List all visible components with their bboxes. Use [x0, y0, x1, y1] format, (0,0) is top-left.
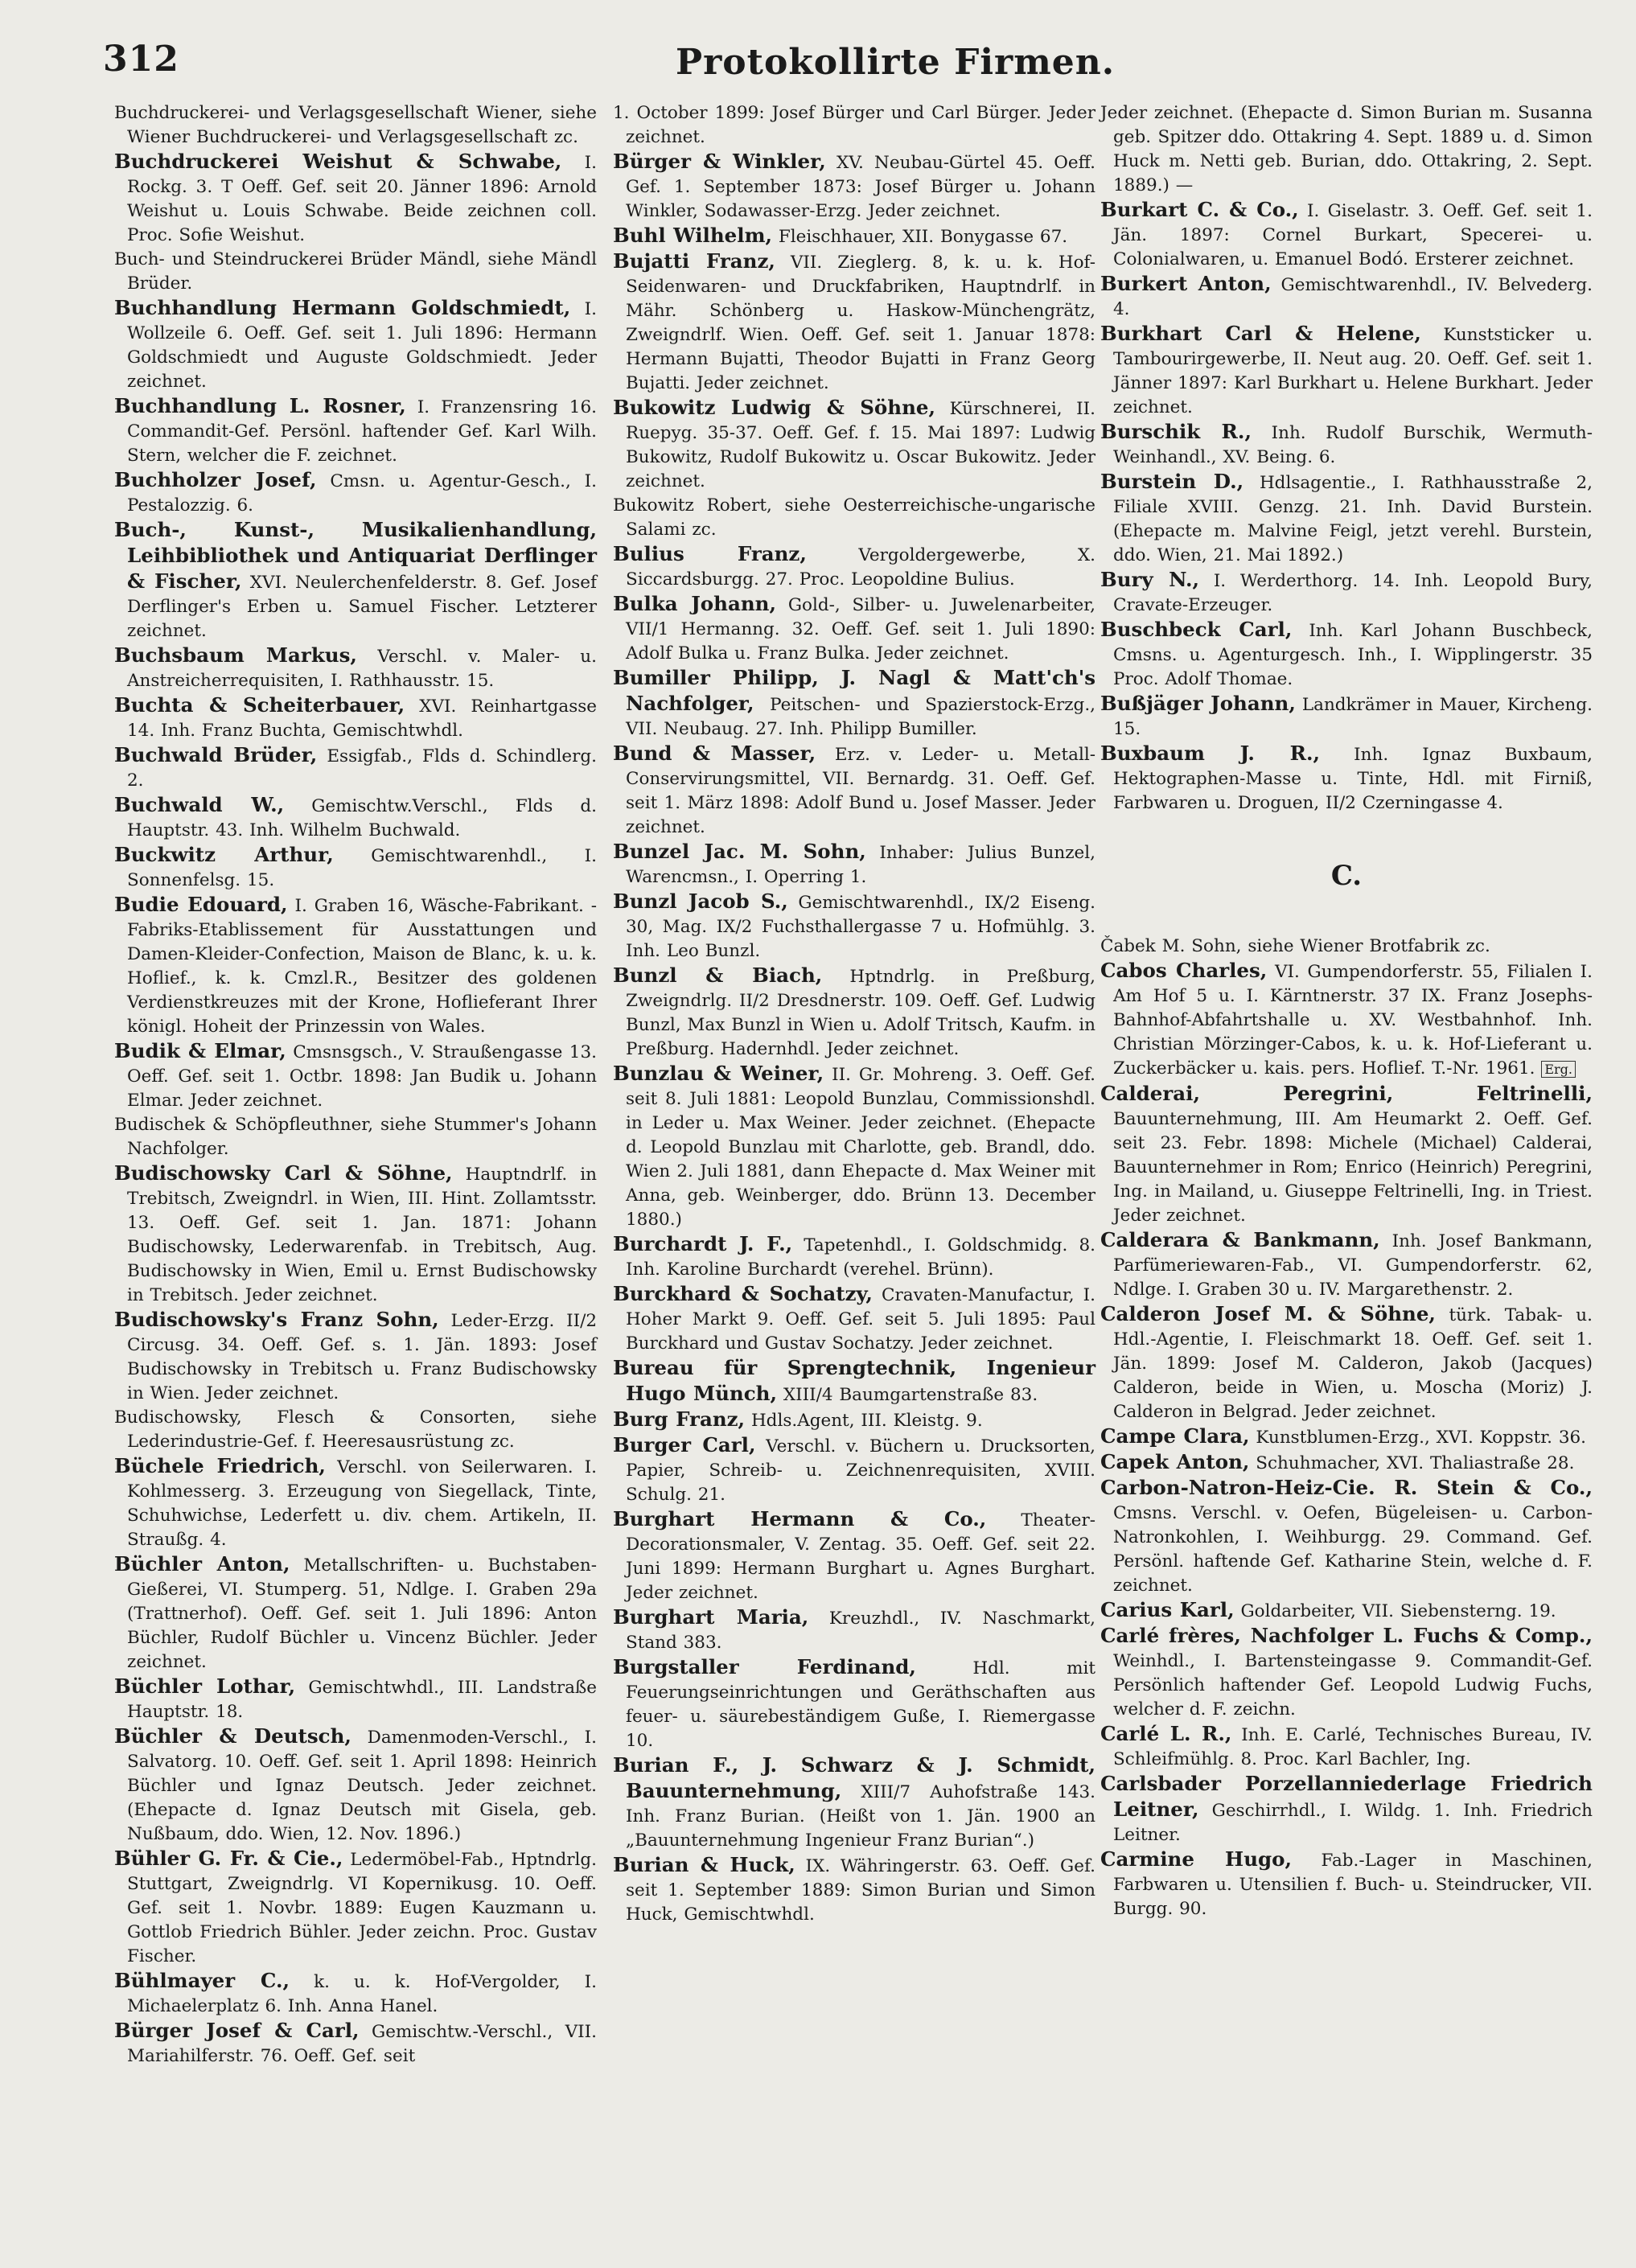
firm-name: Burschik R., [1100, 420, 1252, 443]
directory-entry [114, 1308, 597, 1406]
entry-text: Gemischtw.Verschl., Flds d. Hauptstr. 43. Inh. Wilhelm Buchwald. [127, 796, 597, 840]
page-title: Protokollirte Firmen. [676, 42, 1116, 83]
firm-name: Bürger & Winkler, [613, 150, 826, 173]
firm-name: Buchta & Scheiterbauer, [114, 693, 405, 717]
entry-text: XVI. Reinhartgasse 14. Inh. Franz Buchta, Gemischtwhdl. [127, 696, 597, 741]
section-letter: C. [1330, 860, 1363, 892]
entry-text: Metallschriften- u. Buchstaben-Gießerei, VI. Stumperg. 51, Ndlge. I. Graben 29a (Trattnerhof). Oeff. Gef. seit 1. Juli 1896: Anton Büchler, Rudolf Büchler u. Vincenz Büchler. Jeder zeichnet. [127, 1555, 597, 1672]
entry-text: Buch- und Steindruckerei Brüder Mändl, siehe Mändl Brüder. [114, 249, 597, 294]
entry-text: Hptndrlg. in Preßburg, Zweigndrlg. II/2 Dresdnerstr. 109. Oeff. Gef. Ludwig Bunzl, Max Bunzl in Wien u. Adolf Tritsch, Kaufm. in Preßburg. Hadernhdl. Jeder zeichnet. [626, 967, 1095, 1059]
directory-entry [114, 1552, 597, 1674]
directory-entry [1100, 1450, 1593, 1476]
entry-text: Inhaber: Julius Bunzel, Warencmsn., I. Operring 1. [626, 843, 1095, 887]
entry-text: Kunststicker u. Tambourirgewerbe, II. Neut aug. 20. Oeff. Gef. seit 1. Jänner 1897: Karl Burkhart u. Helene Burkhart. Jeder zeichnet. [1113, 325, 1593, 417]
entry-text: Damenmoden-Verschl., I. Salvatorg. 10. Oeff. Gef. seit 1. April 1898: Heinrich Büchler und Ignaz Deutsch. Jeder zeichnet. (Ehepacte d. Ignaz Deutsch mit Gisela, geb. Nußbaum, ddo. Wien, 12. Nov. 1896.) [127, 1728, 597, 1844]
entry-text: Gold-, Silber- u. Juwelenarbeiter, VII/1 Hermanng. 32. Oeff. Gef. seit 1. Juli 1890: Adolf Bulka u. Franz Bulka. Jeder zeichnet. [626, 595, 1095, 664]
entry-text: Peitschen- und Spazierstock-Erzg., VII. Neubaug. 27. Inh. Philipp Bumiller. [626, 695, 1095, 739]
directory-entry [1100, 1772, 1593, 1847]
firm-name: Bürger Josef & Carl, [114, 2019, 360, 2042]
entry-text: Verschl. von Seilerwaren. I. Kohlmesserg. 3. Erzeugung von Siegellack, Tinte, Schuhwichse, Lederfett u. div. chem. Artikeln, II. Straußg. 4. [127, 1457, 597, 1550]
entry-text: Essigfab., Flds d. Schindlerg. 2. [127, 746, 597, 791]
directory-entry [1100, 618, 1593, 692]
entry-text: Verschl. v. Büchern u. Drucksorten, Papier, Schreib- u. Zeichnenrequisiten, XVIII. Schulg. 21. [626, 1436, 1095, 1505]
directory-entry [114, 2019, 597, 2069]
directory-entry [114, 1113, 597, 1161]
entry-text: XIII/4 Baumgartenstraße 83. [783, 1385, 1038, 1405]
directory-entry [613, 592, 1095, 666]
firm-name: Buckwitz Arthur, [114, 843, 334, 866]
directory-entry [1100, 1847, 1593, 1921]
directory-entry [1100, 742, 1593, 816]
directory-entry [1100, 198, 1593, 272]
directory-entry [114, 1674, 597, 1724]
firm-name: Bujatti Franz, [613, 249, 775, 273]
column-3 [1100, 101, 1593, 1921]
directory-entry [1100, 1424, 1593, 1450]
entry-text: türk. Tabak- u. Hdl.-Agentie, I. Fleischmarkt 18. Oeff. Gef. seit 1. Jän. 1899: Josef M. Calderon, Jakob (Jacques) Calderon, beide in Wien, u. Moscha (Moriz) J. Calderon in Belgrad. Jeder zeichnet. [1113, 1305, 1593, 1422]
directory-entry [1100, 568, 1593, 618]
directory-entry [114, 843, 597, 893]
entry-text: Erz. v. Leder- u. Metall-Conservirungsmittel, VII. Bernardg. 31. Oeff. Gef. seit 1. März 1898: Adolf Bund u. Josef Masser. Jeder zeichnet. [626, 745, 1095, 837]
entry-text: Verschl. v. Maler- u. Anstreicherrequisiten, I. Rathhausstr. 15. [127, 647, 597, 691]
directory-entry [114, 468, 597, 518]
directory-entry [114, 1454, 597, 1552]
entry-text: Geschirrhdl., I. Wildg. 1. Inh. Friedrich Leitner. [1113, 1801, 1593, 1845]
entry-text: Hdlsagentie., I. Rathhausstraße 2, Filiale XVIII. Genzg. 21. Inh. David Burstein. (Ehepacte m. Malvine Feigl, jetzt verehl. Burstein, ddo. Wien, 21. Mai 1892.) [1113, 473, 1593, 565]
directory-entry [613, 1433, 1095, 1507]
entry-text: k. u. k. Hof-Vergolder, I. Michaelerplatz 6. Inh. Anna Hanel. [127, 1972, 598, 2016]
directory-entry [114, 518, 597, 643]
directory-entry [613, 1605, 1095, 1655]
firm-name: Büchler Lothar, [114, 1674, 296, 1698]
firm-name: Buschbeck Carl, [1100, 618, 1293, 641]
firm-name: Budischowsky Carl & Söhne, [114, 1161, 453, 1185]
directory-entry [114, 1969, 597, 2019]
directory-entry [1100, 420, 1593, 470]
firm-name: Bühlmayer C., [114, 1969, 290, 1992]
directory-entry [613, 742, 1095, 840]
firm-name: Bury N., [1100, 568, 1200, 591]
entry-text: Inh. E. Carlé, Technisches Bureau, IV. Schleifmühlg. 8. Proc. Karl Bachler, Ing. [1113, 1725, 1593, 1769]
directory-entry [114, 1406, 597, 1454]
directory-entry [613, 1507, 1095, 1605]
firm-name: Burian & Huck, [613, 1853, 795, 1876]
entry-text: Budischek & Schöpfleuthner, siehe Stummer's Johann Nachfolger. [114, 1115, 597, 1159]
firm-name: Burkhart Carl & Helene, [1100, 322, 1421, 345]
directory-entry [1100, 1302, 1593, 1424]
firm-name: Cabos Charles, [1100, 959, 1268, 982]
entry-text: Gemischtw.-Verschl., VII. Mariahilferstr. 76. Oeff. Gef. seit [127, 2022, 597, 2066]
directory-entry [613, 542, 1095, 592]
entry-text: Kunstblumen-Erzg., XVI. Koppstr. 36. [1256, 1428, 1587, 1448]
entry-text: VII. Zieglerg. 8, k. u. k. Hof-Seidenwaren- und Druckfabriken, Hauptndrlf. in Mähr. Schönberg u. Haskow-Münchengrätz, Zweigndrlf. Wien. Oeff. Gef. seit 1. Januar 1878: Hermann Bujatti, Theodor Bujatti in Franz Georg Bujatti. Jeder zeichnet. [626, 253, 1096, 393]
entry-text: I. Werderthorg. 14. Inh. Leopold Bury, Cravate-Erzeuger. [1113, 571, 1593, 615]
entry-text: Inh. Rudolf Burschik, Wermuth-Weinhandl., XV. Being. 6. [1113, 423, 1593, 467]
directory-entry [613, 666, 1095, 742]
entry-text: Jeder zeichnet. (Ehepacte d. Simon Burian m. Susanna geb. Spitzer ddo. Ottakring 4. Sept. 1889 u. d. Simon Huck m. Netti geb. Burian, ddo. Ottakring, 2. Sept. 1889.) — [1100, 103, 1593, 195]
entry-text: Schuhmacher, XVI. Thaliastraße 28. [1256, 1453, 1575, 1473]
entry-text: I. Rockg. 3. T Oeff. Gef. seit 20. Jänner 1896: Arnold Weishut u. Louis Schwabe. Beide zeichnen coll. Proc. Sofie Weishut. [127, 153, 597, 245]
firm-name: Büchler & Deutsch, [114, 1724, 351, 1748]
entry-text: XIII/7 Auhofstraße 143. Inh. Franz Burian. (Heißt von 1. Jän. 1900 an „Bauunternehmung Ingenieur Franz Burian“.) [626, 1782, 1095, 1851]
directory-entry [1100, 959, 1593, 1082]
directory-entry [613, 840, 1095, 890]
directory-entry [1100, 101, 1593, 198]
entry-text: Gemischtwhdl., III. Landstraße Hauptstr. 18. [127, 1678, 598, 1722]
directory-entry [114, 793, 597, 843]
entry-text: Landkrämer in Mauer, Kircheng. 15. [1113, 695, 1593, 739]
entry-text: Bukowitz Robert, siehe Oesterreichische-ungarische Salami zc. [613, 495, 1095, 540]
firm-name: Bund & Masser, [613, 742, 816, 765]
directory-entry [114, 643, 597, 693]
firm-name: Burger Carl, [613, 1433, 756, 1457]
entry-text: Inh. Karl Johann Buschbeck, Cmsns. u. Agenturgesch. Inh., I. Wipplingerstr. 35 Proc. Adolf Thomae. [1113, 621, 1593, 689]
firm-name: Bühler G. Fr. & Cie., [114, 1847, 343, 1870]
entry-text: Kürschnerei, II. Ruepyg. 35-37. Oeff. Gef. f. 15. Mai 1897: Ludwig Bukowitz, Rudolf Bukowitz u. Oscar Bukowitz. Jeder zeichnet. [626, 399, 1095, 491]
column-1 [114, 101, 597, 2069]
firm-name: Bußjäger Johann, [1100, 692, 1296, 715]
directory-entry [1100, 935, 1593, 959]
firm-name: Budischowsky's Franz Sohn, [114, 1308, 439, 1331]
firm-name: Calderai, Peregrini, Feltrinelli, [1100, 1082, 1593, 1105]
directory-entry [114, 693, 597, 743]
entry-text: IX. Währingerstr. 63. Oeff. Gef. seit 1. September 1889: Simon Burian und Simon Huck, Gemischtwhdl. [626, 1856, 1095, 1925]
entry-text: II. Gr. Mohreng. 3. Oeff. Gef. seit 8. Juli 1881: Leopold Bunzlau, Commissionshdl. in Leder u. Max Weiner. Jeder zeichnet. (Ehepacte d. Leopold Bunzlau mit Charlotte, geb. Brandl, ddo. Wien 2. Juli 1881, dann Ehepacte d. Max Weiner mit Anna, geb. Weinberger, ddo. Brünn 13. December 1880.) [626, 1065, 1096, 1230]
firm-name: Bumiller Philipp, J. Nagl & Matt'ch's Nachfolger, [613, 666, 1095, 715]
firm-name: Burkart C. & Co., [1100, 198, 1299, 221]
firm-name: Buch-, Kunst-, Musikalienhandlung, Leihbibliothek und Antiquariat Derflinger & Fischer, [114, 518, 597, 593]
firm-name: Carmine Hugo, [1100, 1847, 1293, 1871]
entry-text: Cravaten-Manufactur, I. Hoher Markt 9. Oeff. Gef. seit 5. Juli 1895: Paul Burckhard und Gustav Sochatzy. Jeder zeichnet. [626, 1285, 1095, 1354]
firm-name: Bureau für Sprengtechnik, Ingenieur Hugo Münch, [613, 1356, 1095, 1405]
directory-entry [1100, 692, 1593, 742]
firm-name: Budie Edouard, [114, 893, 288, 916]
firm-name: Buchhandlung Hermann Goldschmiedt, [114, 296, 571, 319]
directory-entry [1100, 1082, 1593, 1228]
entry-text: Goldarbeiter, VII. Siebensterng. 19. [1240, 1601, 1556, 1621]
entry-text: I. Giselastr. 3. Oeff. Gef. seit 1. Jän. 1897: Cornel Burkart, Specerei- u. Colonialwaren, u. Emanuel Bodó. Ersterer zeichnet. [1113, 201, 1593, 269]
firm-name: Burgstaller Ferdinand, [613, 1655, 916, 1678]
directory-entry [613, 150, 1095, 224]
firm-name: Carbon-Natron-Heiz-Cie. R. Stein & Co., [1100, 1476, 1593, 1499]
entry-text: Gemischtwarenhdl., IX/2 Eiseng. 30, Mag. IX/2 Fuchsthallergasse 7 u. Hofmühlg. 3. Inh. Leo Bunzl. [626, 893, 1095, 961]
directory-entry [1100, 1476, 1593, 1598]
directory-entry [114, 893, 597, 1039]
directory-entry [1100, 1228, 1593, 1302]
directory-entry [613, 1282, 1095, 1356]
entry-text: Hdl. mit Feuerungseinrichtungen und Geräthschaften aus feuer- u. säurebeständigem Guße, I. Riemergasse 10. [626, 1658, 1095, 1751]
directory-entry [613, 1407, 1095, 1433]
firm-name: Buchdruckerei Weishut & Schwabe, [114, 150, 562, 173]
directory-entry [114, 743, 597, 793]
directory-entry [1100, 470, 1593, 568]
entry-text: Hauptndrlf. in Trebitsch, Zweigndrl. in Wien, III. Hint. Zollamtsstr. 13. Oeff. Gef. seit 1. Jan. 1871: Johann Budischowsky, Lederwarenfab. in Trebitsch, Aug. Budischowsky in Wien, Emil u. Ernst Budischowsky in Trebitsch. Jeder zeichnet. [127, 1165, 597, 1305]
entry-text: Inh. Ignaz Buxbaum, Hektographen-Masse u. Tinte, Hdl. mit Firniß, Farbwaren u. Droguen, II/2 Czerningasse 4. [1113, 745, 1593, 813]
firm-name: Bunzlau & Weiner, [613, 1062, 824, 1085]
directory-entry [114, 101, 597, 150]
firm-name: Calderara & Bankmann, [1100, 1228, 1380, 1251]
page-number: 312 [103, 39, 179, 80]
firm-name: Bulius Franz, [613, 542, 807, 565]
entry-text: Tapetenhdl., I. Goldschmidg. 8. Inh. Karoline Burchardt (verehel. Brünn). [626, 1235, 1095, 1280]
entry-text: Buchdruckerei- und Verlagsgesellschaft Wiener, siehe Wiener Buchdruckerei- und Verlagsgesellschaft zc. [114, 103, 597, 147]
entry-text: Fab.-Lager in Maschinen, Farbwaren u. Utensilien f. Buch- u. Steindrucker, VII. Burgg. 90. [1113, 1851, 1593, 1919]
entry-text: Gemischtwarenhdl., IV. Belvederg. 4. [1113, 275, 1593, 319]
firm-name: Carlé frères, Nachfolger L. Fuchs & Comp., [1100, 1624, 1593, 1647]
firm-name: Burchardt J. F., [613, 1232, 793, 1255]
directory-entry [1100, 322, 1593, 420]
column-2 [613, 101, 1095, 1927]
directory-entry [114, 1161, 597, 1308]
directory-entry [114, 394, 597, 468]
directory-entry [613, 1655, 1095, 1753]
entry-text: XVI. Neulerchenfelderstr. 8. Gef. Josef Derflinger's Erben u. Samuel Fischer. Letzterer zeichnet. [127, 573, 597, 641]
entry-text: 1. October 1899: Josef Bürger und Carl Bürger. Jeder zeichnet. [613, 103, 1095, 147]
entry-text: Budischowsky, Flesch & Consorten, siehe Lederindustrie-Gef. f. Heeresausrüstung zc. [114, 1407, 597, 1452]
firm-name: Buchwald W., [114, 793, 285, 816]
firm-name: Burkert Anton, [1100, 272, 1272, 295]
firm-name: Carius Karl, [1100, 1598, 1235, 1621]
directory-entry [613, 1356, 1095, 1407]
firm-name: Burstein D., [1100, 470, 1244, 493]
entry-text: Hdls.Agent, III. Kleistg. 9. [750, 1411, 983, 1431]
entry-text: I. Graben 16, Wäsche-Fabrikant. - Fabriks-Etablissement für Ausstattungen und Damen-Kleider-Confection, Maison de Blanc, k. u. k. Hoflief., k. k. Cmzl.R., Besitzer des goldenen Verdienstkreuzes mit der Krone, Hoflieferant Ihrer königl. Hoheit der Prinzessin von Wales. [127, 896, 598, 1037]
entry-text: VI. Gumpendorferstr. 55, Filialen I. Am Hof 5 u. I. Kärntnerstr. 37 IX. Franz Josephs-Bahnhof-Abfahrtshalle u. XV. Westbahnhof. Inh. Christian Mörzinger-Cabos, k. u. k. Hof-Lieferant u. Zuckerbäcker u. kais. pers. Hoflief. T.-Nr. 1961. [1113, 962, 1593, 1079]
firm-name: Burghart Maria, [613, 1605, 809, 1629]
directory-entry [114, 1847, 597, 1969]
directory-entry [1100, 1624, 1593, 1722]
entry-text: Fleischhauer, XII. Bonygasse 67. [778, 227, 1068, 247]
entry-text: Bauunternehmung, III. Am Heumarkt 2. Oeff. Gef. seit 23. Febr. 1898: Michele (Michael) Calderai, Bauunternehmer in Rom; Enrico (Heinrich) Peregrini, Ing. in Mailand, u. Giuseppe Feltrinelli, Ing. in Triest. Jeder zeichnet. [1113, 1109, 1593, 1226]
directory-entry [613, 963, 1095, 1062]
entry-text: Inh. Josef Bankmann, Parfümeriewaren-Fab., VI. Gumpendorferstr. 62, Ndlge. I. Graben 30 u. IV. Margarethenstr. 2. [1113, 1231, 1593, 1300]
directory-entry [114, 248, 597, 296]
entry-text: Leder-Erzg. II/2 Circusg. 34. Oeff. Gef. s. 1. Jän. 1893: Josef Budischowsky in Trebitsch u. Franz Budischowsky in Wien. Jeder zeichnet. [127, 1311, 598, 1403]
entry-text: Cmsns. Verschl. v. Oefen, Bügeleisen- u. Carbon-Natronkohlen, I. Weihburgg. 29. Command. Gef. Persönl. haftende Gef. Katharine Stein, welche d. F. zeichnet. [1113, 1503, 1593, 1596]
entry-text: Cmsnsgsch., V. Straußengasse 13. Oeff. Gef. seit 1. Octbr. 1898: Jan Budik u. Johann Elmar. Jeder zeichnet. [127, 1042, 597, 1111]
firm-name: Bunzel Jac. M. Sohn, [613, 840, 866, 863]
firm-name: Buchwald Brüder, [114, 743, 318, 766]
entry-text: XV. Neubau-Gürtel 45. Oeff. Gef. 1. September 1873: Josef Bürger u. Johann Winkler, Sodawasser-Erzg. Jeder zeichnet. [626, 153, 1095, 221]
directory-entry [114, 1724, 597, 1847]
firm-name: Buchhandlung L. Rosner, [114, 394, 406, 417]
firm-name: Budik & Elmar, [114, 1039, 286, 1062]
entry-text: I. Wollzeile 6. Oeff. Gef. seit 1. Juli 1896: Hermann Goldschmiedt und Auguste Goldschmiedt. Jeder zeichnet. [127, 299, 597, 392]
firm-name: Bunzl Jacob S., [613, 890, 788, 913]
directory-entry [1100, 272, 1593, 322]
directory-entry [613, 101, 1095, 150]
directory-entry [613, 890, 1095, 963]
entry-text: Cmsn. u. Agentur-Gesch., I. Pestalozzig. 6. [127, 471, 597, 516]
firm-name: Buchholzer Josef, [114, 468, 317, 491]
firm-name: Büchler Anton, [114, 1552, 290, 1576]
firm-name: Burg Franz, [613, 1407, 746, 1431]
firm-name: Buchsbaum Markus, [114, 643, 357, 667]
directory-entry [613, 1232, 1095, 1282]
firm-name: Calderon Josef M. & Söhne, [1100, 1302, 1436, 1325]
firm-name: Campe Clara, [1100, 1424, 1250, 1448]
directory-entry [613, 224, 1095, 249]
firm-name: Bulka Johann, [613, 592, 776, 615]
registration-badge: Erg. [1541, 1061, 1576, 1078]
firm-name: Burckhard & Sochatzy, [613, 1282, 873, 1305]
entry-text: Gemischtwarenhdl., I. Sonnenfelsg. 15. [127, 846, 598, 890]
firm-name: Buxbaum J. R., [1100, 742, 1321, 765]
directory-entry [613, 1062, 1095, 1232]
firm-name: Burian F., J. Schwarz & J. Schmidt, Bauunternehmung, [613, 1753, 1095, 1802]
directory-entry [613, 494, 1095, 542]
firm-name: Capek Anton, [1100, 1450, 1250, 1473]
directory-entry [613, 249, 1095, 396]
directory-entry [114, 296, 597, 394]
firm-name: Bukowitz Ludwig & Söhne, [613, 396, 936, 419]
entry-text: Vergoldergewerbe, X. Siccardsburgg. 27. Proc. Leopoldine Bulius. [626, 545, 1095, 590]
entry-text: Kreuzhdl., IV. Naschmarkt, Stand 383. [626, 1609, 1095, 1653]
directory-entry [613, 396, 1095, 494]
entry-text: Čabek M. Sohn, siehe Wiener Brotfabrik zc. [1100, 936, 1490, 956]
firm-name: Bunzl & Biach, [613, 963, 823, 987]
entry-text: I. Franzensring 16. Commandit-Gef. Persönl. haftender Gef. Karl Wilh. Stern, welcher die F. zeichnet. [127, 397, 597, 466]
firm-name: Carlsbader Porzellanniederlage Friedrich Leitner, [1100, 1772, 1593, 1821]
firm-name: Büchele Friedrich, [114, 1454, 326, 1477]
firm-name: Buhl Wilhelm, [613, 224, 773, 247]
directory-entry [613, 1753, 1095, 1853]
entry-text: Theater-Decorationsmaler, V. Zentag. 35. Oeff. Gef. seit 22. Juni 1899: Hermann Burghart u. Agnes Burghart. Jeder zeichnet. [626, 1510, 1096, 1603]
firm-name: Burghart Hermann & Co., [613, 1507, 987, 1530]
firm-name: Carlé L. R., [1100, 1722, 1232, 1745]
directory-entry [1100, 1598, 1593, 1624]
directory-entry [114, 150, 597, 248]
entry-text: Weinhdl., I. Bartensteingasse 9. Commandit-Gef. Persönlich haftender Gef. Leopold Ludwig Fuchs, welcher d. F. zeichn. [1113, 1651, 1593, 1719]
directory-entry [613, 1853, 1095, 1927]
directory-entry [1100, 1722, 1593, 1772]
directory-entry [114, 1039, 597, 1113]
entry-text: Ledermöbel-Fab., Hptndrlg. Stuttgart, Zweigndrlg. VI Kopernikusg. 10. Oeff. Gef. seit 1. Novbr. 1889: Eugen Kauzmann u. Gottlob Friedrich Bühler. Jeder zeichn. Proc. Gustav Fischer. [127, 1850, 597, 1966]
